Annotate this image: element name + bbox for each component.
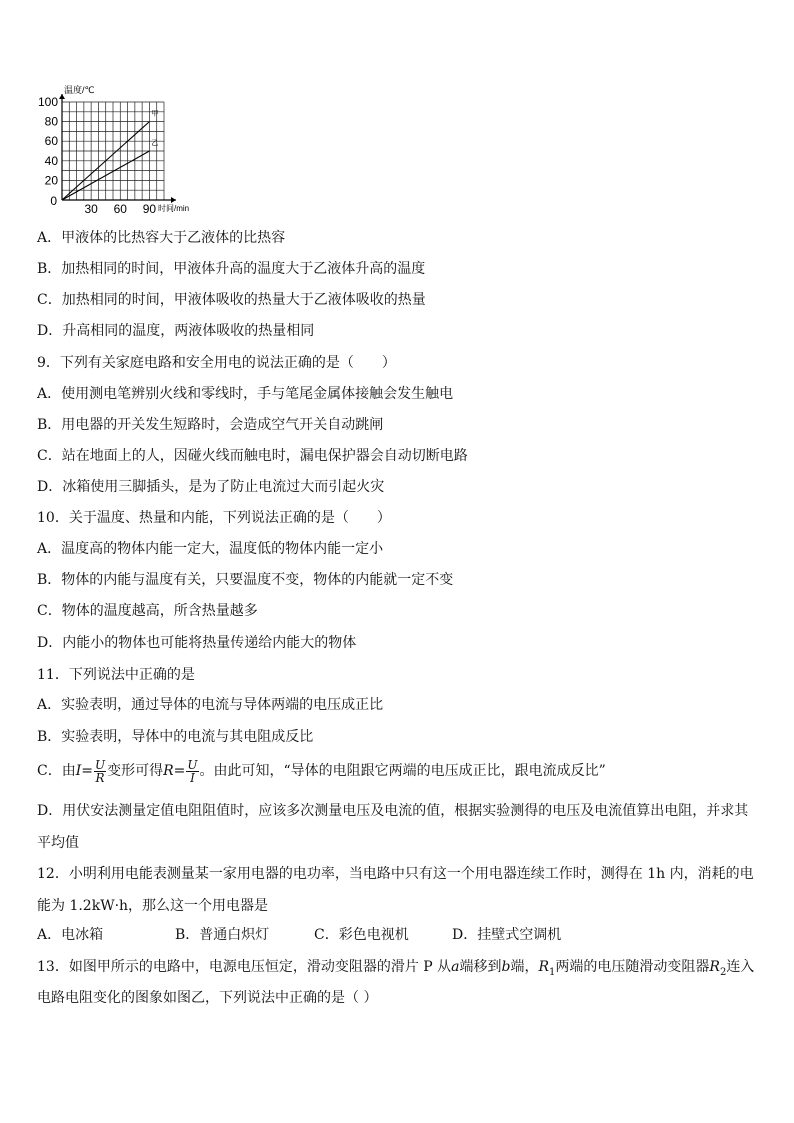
q9-option-c: C．站在地面上的人，因碰火线而触电时，漏电保护器会自动切断电路 [37, 448, 468, 464]
q13-resistor-r1: R [538, 959, 550, 975]
q13-text-3: 端， [510, 959, 539, 975]
q11-c-equals-2: = [173, 763, 186, 779]
q12-option-a: A．电冰箱 [37, 927, 104, 943]
q13-resistor-r2-sub: 2 [719, 966, 727, 978]
q11-c-prefix: C．由 [37, 763, 76, 779]
frac-numerator-u-2: U [187, 757, 198, 772]
q8-option-d: D．升高相同的温度，两液体吸收的热量相同 [37, 323, 315, 339]
q8-option-c: C．加热相同的时间，甲液体吸收的热量大于乙液体吸收的热量 [37, 292, 426, 308]
q13-text-2: 端移到 [459, 959, 502, 975]
x-axis-arrow [171, 197, 176, 203]
x-tick-label: 30 [84, 202, 98, 216]
q13-stem-line-1 [37, 957, 754, 983]
q8-option-b: B．加热相同的时间，甲液体升高的温度大于乙液体升高的温度 [37, 261, 426, 277]
formula-u-over-i [186, 759, 198, 784]
y-tick-label: 20 [44, 173, 58, 188]
origin-label: 0 [50, 194, 57, 208]
y-tick-label: 100 [37, 95, 58, 109]
q11-c-middle: 变形可得 [107, 763, 164, 779]
frac-denominator-r: R [95, 770, 105, 785]
q13-text-1: 13．如图甲所示的电路中，电源电压恒定，滑动变阻器的滑片 P 从 [37, 959, 452, 975]
q9-option-a: A．使用测电笔辨别火线和零线时，手与笔尾金属体接触会发生触电 [37, 386, 454, 402]
q10-option-b: B．物体的内能与温度有关，只要温度不变，物体的内能就一定不变 [37, 572, 454, 588]
q10-option-c: C．物体的温度越高，所含热量越多 [37, 603, 258, 619]
q10-stem: 10．关于温度、热量和内能，下列说法正确的是（ ） [37, 510, 391, 526]
frac-numerator-u: U [94, 757, 106, 772]
q11-c-suffix: 。由此可知，“导体的电阻跟它两端的电压成正比，跟电流成反比” [199, 763, 606, 779]
q13-text-4: 两端的电压随滑动变阻器 [555, 959, 710, 975]
q13-endpoint-b: b [501, 959, 511, 975]
x-tick-label: 60 [113, 202, 127, 216]
q9-option-d: D．冰箱使用三脚插头，是为了防止电流过大而引起火灾 [37, 479, 385, 495]
x-axis-title: 时间/min [158, 204, 190, 213]
y-tick-label: 80 [44, 114, 58, 129]
q9-option-b: B．用电器的开关发生短路时，会造成空气开关自动跳闸 [37, 417, 384, 433]
q13-resistor-r2: R [709, 959, 720, 975]
q12-option-d: D．挂壁式空调机 [452, 927, 562, 943]
q11-option-c [37, 754, 606, 788]
q13-resistor-r1-sub: 1 [549, 966, 556, 978]
q10-option-a: A．温度高的物体内能一定大，温度低的物体内能一定小 [37, 541, 384, 557]
q10-option-d: D．内能小的物体也可能将热量传递给内能大的物体 [37, 635, 357, 651]
q11-c-var-i: I [75, 763, 82, 779]
y-tick-label: 60 [44, 134, 58, 149]
q11-option-a: A．实验表明，通过导体的电流与导体两端的电压成正比 [37, 697, 384, 713]
q12-option-c: C．彩色电视机 [314, 927, 409, 943]
q8-option-a: A．甲液体的比热容大于乙液体的比热容 [37, 230, 286, 246]
chart-labels [38, 84, 189, 216]
y-axis-title: 温度/℃ [64, 85, 95, 95]
q11-c-var-r: R [163, 763, 174, 779]
q11-option-d: D．用伏安法测量定值电阻阻值时，应该多次测量电压及电流的值，根据实验测得的电压及电流值算出电阻，并求其平均值 [37, 803, 749, 851]
q9-stem: 9．下列有关家庭电路和安全用电的说法正确的是（ ） [37, 355, 396, 371]
x-tick-label: 90 [142, 202, 157, 216]
temperature-time-chart [30, 84, 210, 216]
formula-u-over-r [94, 759, 106, 784]
y-tick-label: 40 [44, 153, 58, 168]
frac-denominator-i: I [190, 770, 195, 785]
series-label-1: 甲 [151, 110, 159, 118]
q12-stem: 12．小明利用电能表测量某一家用电器的电功率，当电路中只有这一个用电器连续工作时，测得在 1h 内，消耗的电能为 1.2kW·h，那么这一个用电器是 [37, 866, 754, 914]
q12-option-b: B．普通白炽灯 [175, 927, 270, 943]
q13-text-5: 连入 [726, 959, 755, 975]
q13-stem-line-2: 电路电阻变化的图象如图乙，下列说法中正确的是（ ） [37, 990, 378, 1006]
q13-endpoint-a: a [451, 959, 460, 975]
q11-stem: 11．下列说法中正确的是 [37, 667, 195, 683]
q11-option-b: B．实验表明，导体中的电流与其电阻成反比 [37, 729, 314, 745]
series-label-2: 乙 [151, 140, 159, 147]
q11-c-equals: = [81, 763, 93, 779]
